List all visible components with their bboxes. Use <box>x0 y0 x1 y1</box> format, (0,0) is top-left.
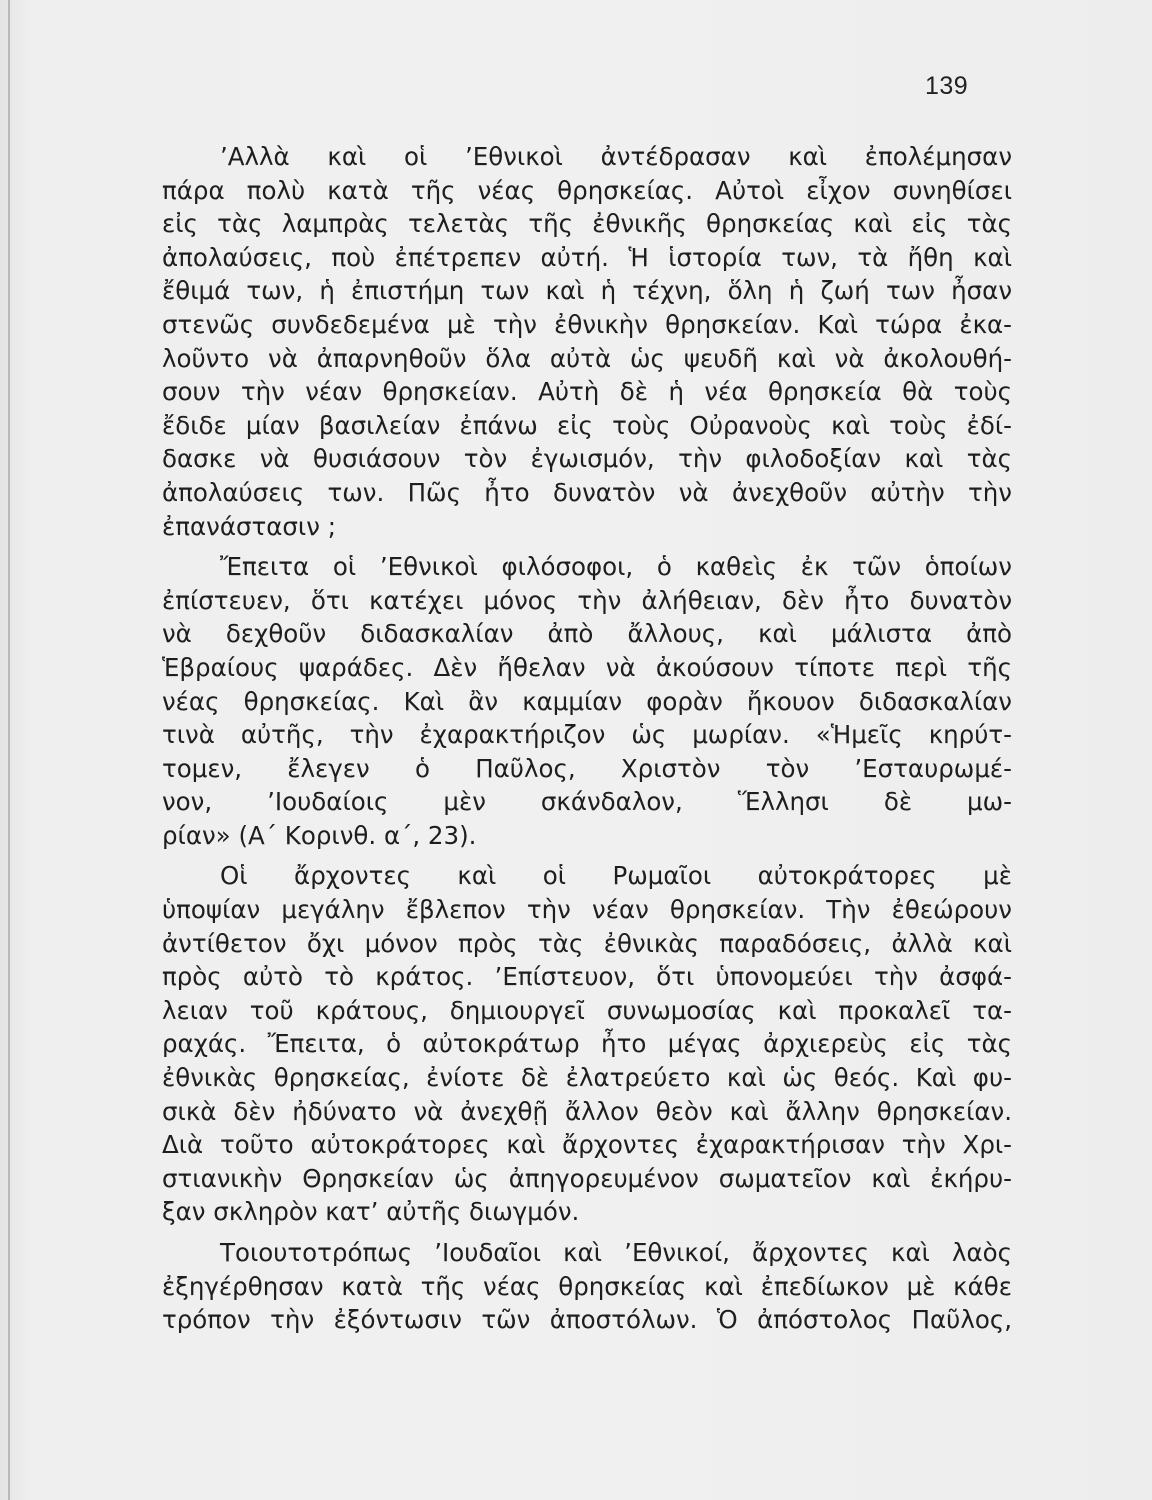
text-line: ἀντίθετον ὄχι μόνον πρὸς τὰς ἐθνικὰς παραδόσεις, ἀλλὰ καὶ <box>162 928 1012 958</box>
paragraph-gap <box>162 543 1012 550</box>
text-line: εἰς τὰς λαμπρὰς τελετὰς τῆς ἐθνικῆς θρησκείας καὶ εἰς τὰς <box>162 209 1012 239</box>
text-line: πάρα πολὺ κατὰ τῆς νέας θρησκείας. Αὐτοὶ εἶχον συνηθίσει <box>162 175 1012 205</box>
text-line: Διὰ τοῦτο αὐτοκράτορες καὶ ἄρχοντες ἐχαρακτήρισαν τὴν Χρι- <box>162 1130 1012 1160</box>
paragraph-gap <box>162 1229 1012 1236</box>
text-line: Τοιουτοτρόπως ’Ιουδαῖοι καὶ ’Εθνικοί, ἄρχοντες καὶ λαὸς <box>220 1238 1012 1267</box>
text-line: τρόπον τὴν ἐξόντωσιν τῶν ἀποστόλων. Ὁ ἀπόστολος Παῦλος, <box>162 1305 1012 1335</box>
text-line: ἐξηγέρθησαν κατὰ τῆς νέας θρησκείας καὶ ἐπεδίωκον μὲ κάθε <box>162 1271 1012 1301</box>
text-line: νέας θρησκείας. Καὶ ἂν καμμίαν φορὰν ἤκουον διδασκαλίαν <box>162 686 1012 716</box>
text-line: Οἱ ἄρχοντες καὶ οἱ Ρωμαῖοι αὐτοκράτορες μὲ <box>220 861 1012 891</box>
page-number: 139 <box>925 72 969 100</box>
paragraph-4 <box>162 1236 1012 1337</box>
text-line: ὑποψίαν μεγάλην ἔβλεπον τὴν νέαν θρησκείαν. Τὴν ἐθεώρουν <box>162 895 1012 925</box>
text-line: στενῶς συνδεδεμένα μὲ τὴν ἐθνικὴν θρησκείαν. Καὶ τώρα ἐκα- <box>162 309 1012 339</box>
binding-edge-line <box>8 0 10 1500</box>
text-line: ἀπολαύσεις των. Πῶς ἦτο δυνατὸν νὰ ἀνεχθοῦν αὐτὴν τὴν <box>162 477 1012 507</box>
text-line: ρίαν» (Α΄ Κορινθ. α΄, 23). <box>162 820 477 850</box>
text-line: τομεν, ἔλεγεν ὁ Παῦλος, Χριστὸν τὸν ’Εσταυρωμέ- <box>162 753 1012 783</box>
text-line: ἐθνικὰς θρησκείας, ἐνίοτε δὲ ἐλατρεύετο καὶ ὡς θεός. Καὶ φυ- <box>162 1063 1012 1093</box>
text-line: λοῦντο νὰ ἀπαρνηθοῦν ὅλα αὐτὰ ὡς ψευδῆ καὶ νὰ ἀκολουθή- <box>162 343 1012 373</box>
text-line: ἀπολαύσεις, ποὺ ἐπέτρεπεν αὐτή. Ἡ ἱστορία των, τὰ ἤθη καὶ <box>162 242 1012 272</box>
paragraph-2 <box>162 550 1012 852</box>
text-line: πρὸς αὐτὸ τὸ κράτος. ’Επίστευον, ὅτι ὑπονομεύει τὴν ἀσφά- <box>162 962 1012 992</box>
text-line: σουν τὴν νέαν θρησκείαν. Αὐτὴ δὲ ἡ νέα θρησκεία θὰ τοὺς <box>162 377 1012 407</box>
text-line: ἐπίστευεν, ὅτι κατέχει μόνος τὴν ἀλήθειαν, δὲν ἦτο δυνατὸν <box>162 585 1012 615</box>
text-line: ἐπανάστασιν ; <box>162 511 336 541</box>
text-line: ξαν σκληρὸν κατ’ αὐτῆς διωγμόν. <box>162 1197 580 1227</box>
paragraph-1 <box>162 140 1012 543</box>
text-line: ραχάς. Ἔπειτα, ὁ αὐτοκράτωρ ἦτο μέγας ἀρχιερεὺς εἰς τὰς <box>162 1029 1012 1059</box>
text-line: Ἑβραίους ψαράδες. Δὲν ἤθελαν νὰ ἀκούσουν τίποτε περὶ τῆς <box>162 652 1012 682</box>
text-line: δασκε νὰ θυσιάσουν τὸν ἐγωισμόν, τὴν φιλοδοξίαν καὶ τὰς <box>162 444 1012 474</box>
text-line: Ἔπειτα οἱ ’Εθνικοὶ φιλόσοφοι, ὁ καθεὶς ἐκ τῶν ὁποίων <box>220 552 1012 582</box>
body-text <box>162 140 1012 1337</box>
text-line: σικὰ δὲν ἠδύνατο νὰ ἀνεχθῇ ἄλλον θεὸν καὶ ἄλλην θρησκείαν. <box>162 1096 1012 1126</box>
paragraph-3 <box>162 859 1012 1229</box>
text-line: ’Αλλὰ καὶ οἱ ’Εθνικοὶ ἀντέδρασαν καὶ ἐπολέμησαν <box>220 142 1012 171</box>
text-line: τινὰ αὐτῆς, τὴν ἐχαρακτήριζον ὡς μωρίαν. «Ἡμεῖς κηρύτ- <box>162 720 1012 750</box>
paragraph-gap <box>162 852 1012 859</box>
text-line: ἔδιδε μίαν βασιλείαν ἐπάνω εἰς τοὺς Οὐρανοὺς καὶ τοὺς ἐδί- <box>162 410 1012 440</box>
text-line: νον, ’Ιουδαίοις μὲν σκάνδαλον, Ἕλλησι δὲ μω- <box>162 787 1012 817</box>
text-line: λειαν τοῦ κράτους, δημιουργεῖ συνωμοσίας καὶ προκαλεῖ τα- <box>162 995 1012 1025</box>
text-line: στιανικὴν Θρησκείαν ὡς ἀπηγορευμένον σωματεῖον καὶ ἐκήρυ- <box>162 1163 1012 1193</box>
text-line: νὰ δεχθοῦν διδασκαλίαν ἀπὸ ἄλλους, καὶ μάλιστα ἀπὸ <box>162 619 1012 649</box>
text-line: ἔθιμά των, ἡ ἐπιστήμη των καὶ ἡ τέχνη, ὅλη ἡ ζωή των ἦσαν <box>162 276 1012 306</box>
